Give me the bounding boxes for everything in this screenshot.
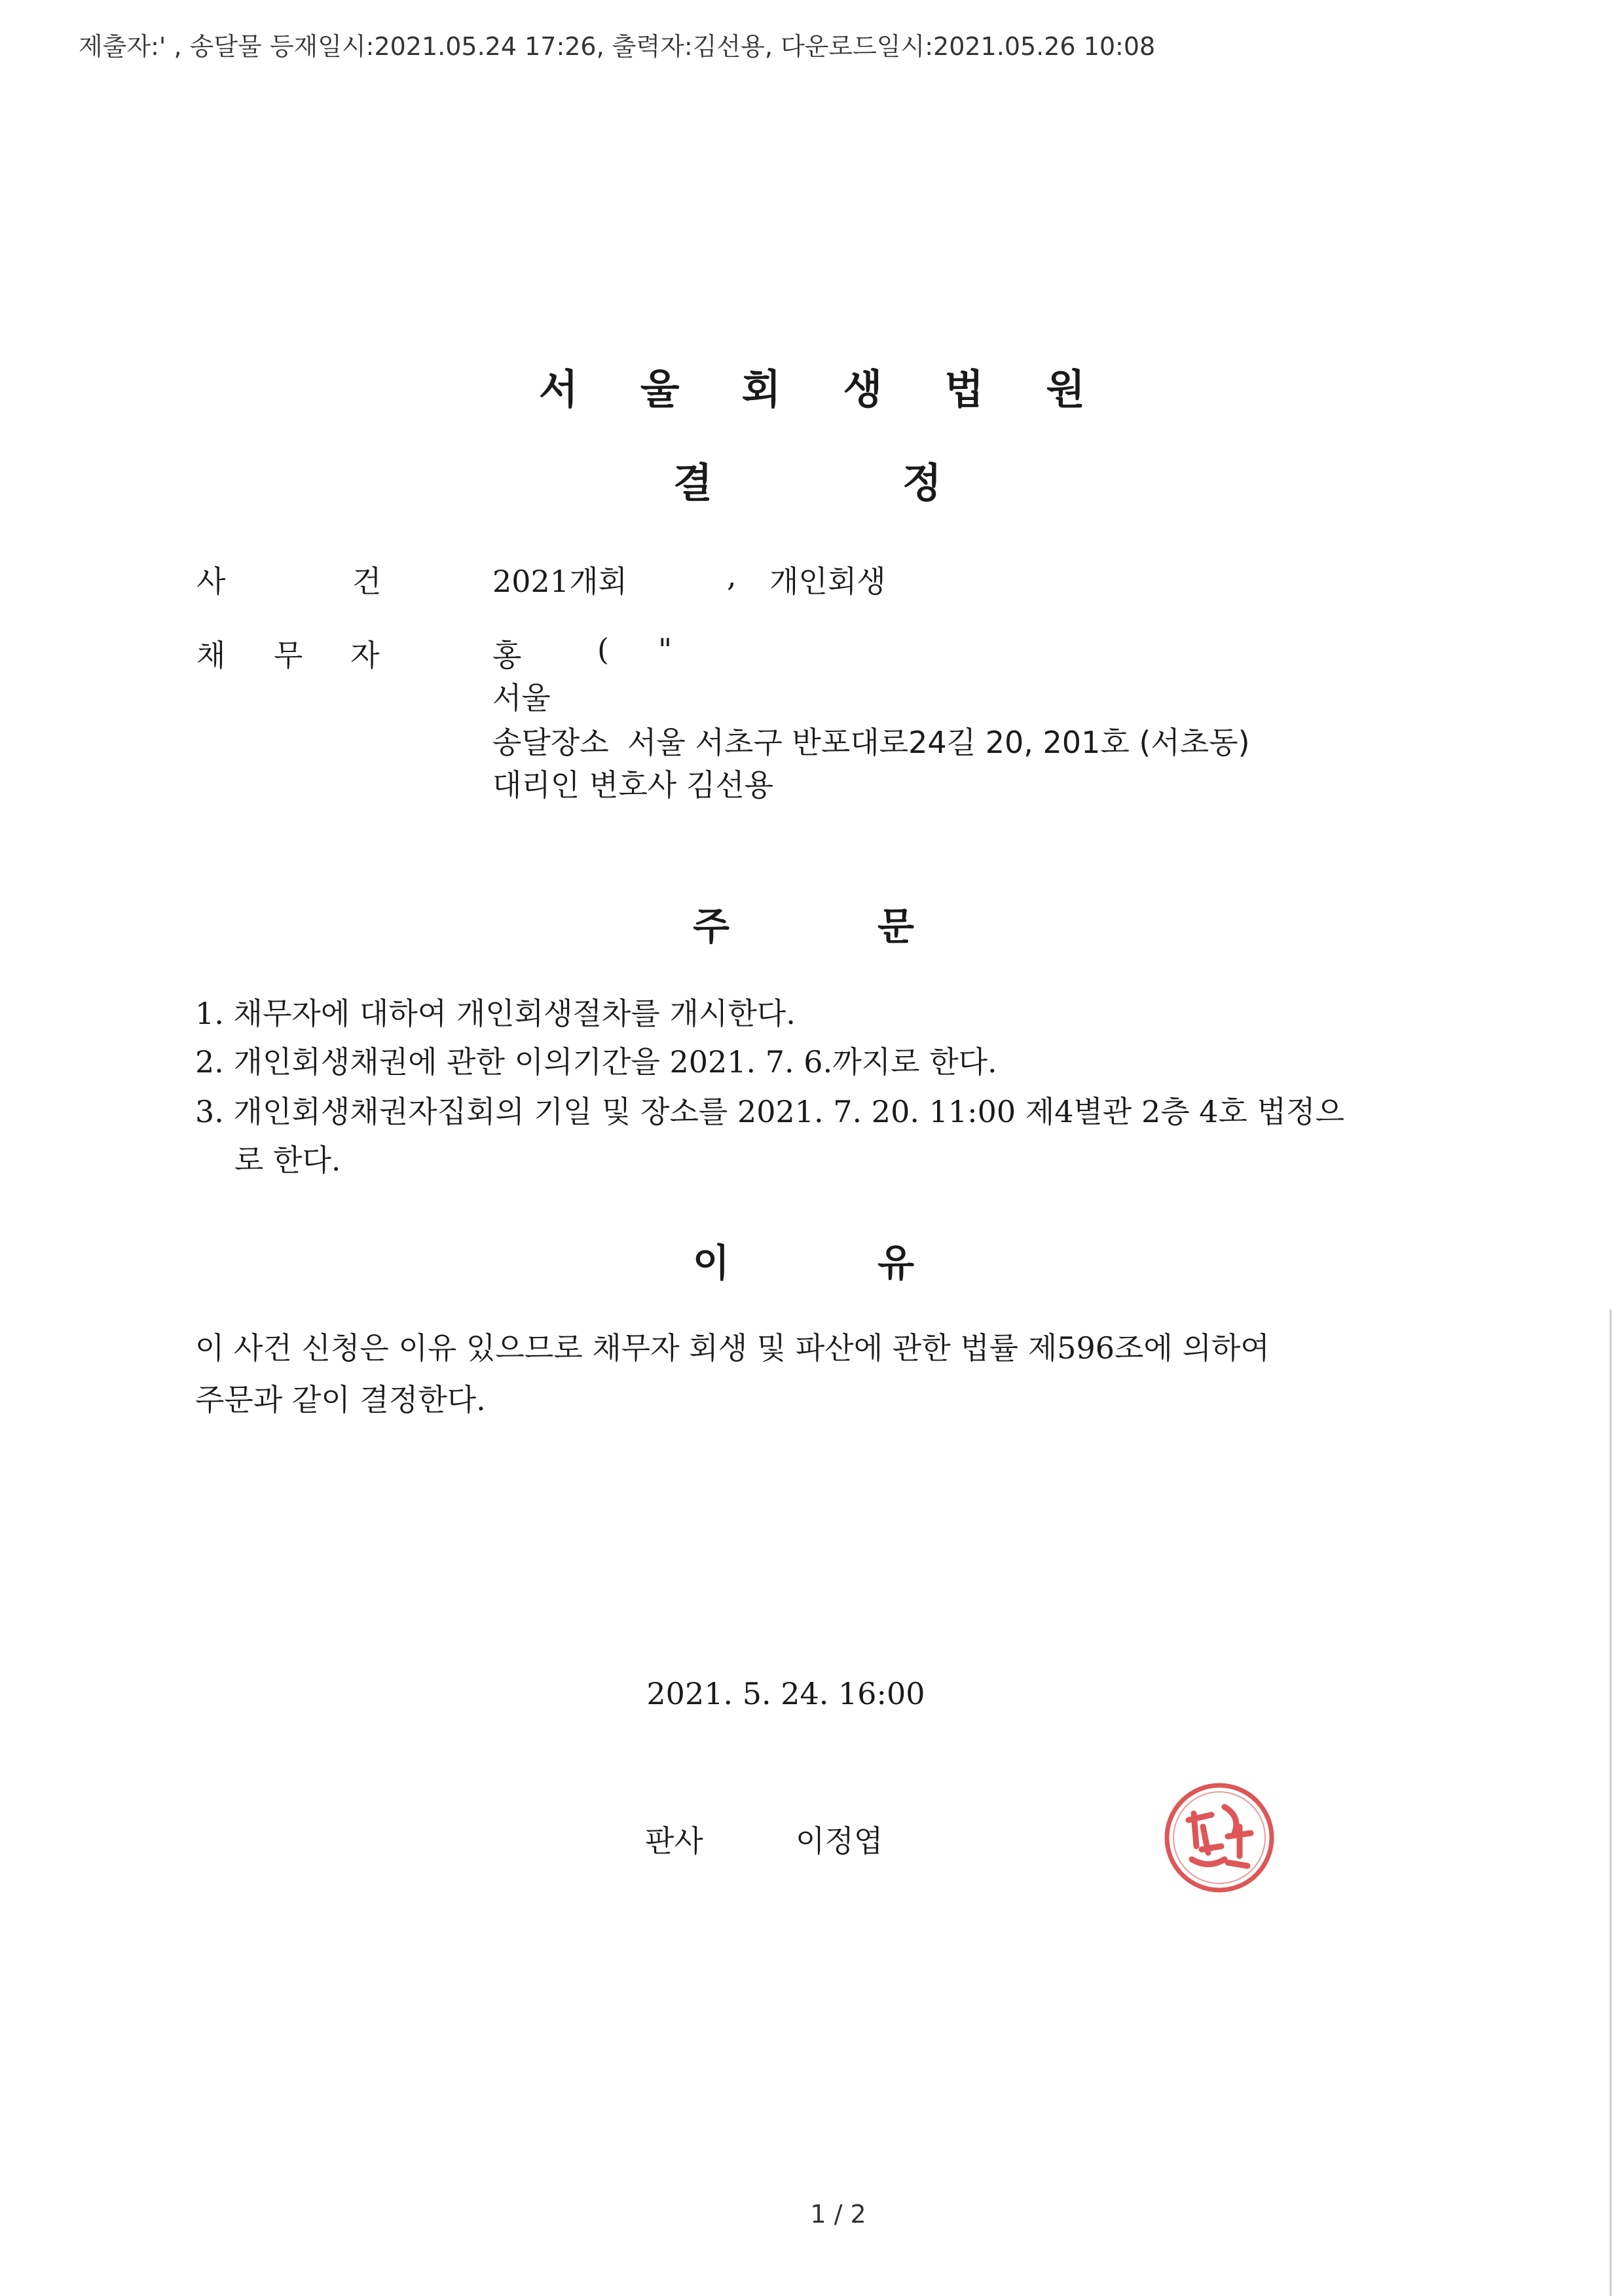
case-label-a: 사: [196, 564, 226, 599]
service-address: 서울 서초구 반포대로24길 20, 201호 (서초동): [627, 725, 1250, 760]
order-item-2: 2. 개인회생채권에 관한 이의기간을 2021. 7. 6.까지로 한다.: [195, 1044, 997, 1080]
decision-datetime: 2021. 5. 24. 16:00: [646, 1676, 925, 1711]
case-mark: ,: [727, 558, 737, 593]
page-number: 1 / 2: [810, 2200, 866, 2229]
scan-edge-line: [1610, 1309, 1612, 2296]
case-label-b: 건: [352, 564, 382, 599]
debtor-name: 홍: [492, 638, 522, 673]
case-type: 개인회생: [769, 564, 886, 599]
judge-name: 이정엽: [796, 1823, 883, 1859]
judge-title: 판사: [645, 1823, 703, 1859]
judge-seal-stamp: [1162, 1781, 1277, 1895]
debtor-label-b: 무: [274, 638, 303, 673]
debtor-label-c: 자: [350, 638, 380, 673]
service-label: 송달장소: [492, 725, 609, 760]
debtor-address: 서울: [492, 680, 551, 716]
doc-title-right: 정: [902, 459, 942, 507]
order-title-left: 주: [693, 904, 730, 949]
debtor-paren: (: [597, 632, 609, 667]
order-item-3-cont: 로 한다.: [234, 1142, 341, 1178]
court-name: 서울회생법원: [538, 365, 1148, 413]
doc-title-left: 결: [673, 459, 712, 507]
reason-line-2: 주문과 같이 결정한다.: [195, 1382, 486, 1417]
debtor-label-a: 채: [196, 638, 226, 673]
reason-title-right: 유: [877, 1241, 915, 1285]
header-line: 제출자:' , 송달물 등재일시:2021.05.24 17:26, 출력자:김선용, 다운로드일시:2021.05.26 10:08: [79, 32, 1156, 61]
debtor-mark: ": [658, 632, 673, 667]
order-item-3: 3. 개인회생채권자집회의 기일 및 장소를 2021. 7. 20. 11:00 제4별관 2층 4호 법정으: [195, 1094, 1344, 1129]
reason-line-1: 이 사건 신청은 이유 있으므로 채무자 회생 및 파산에 관한 법률 제596조에 의하여: [195, 1330, 1270, 1366]
reason-title-left: 이: [693, 1241, 730, 1285]
order-title-right: 문: [877, 904, 915, 949]
debtor-agent: 대리인 변호사 김선용: [492, 767, 774, 803]
order-item-1: 1. 채무자에 대하여 개인회생절차를 개시한다.: [195, 996, 796, 1031]
case-number: 2021개회: [492, 564, 627, 599]
